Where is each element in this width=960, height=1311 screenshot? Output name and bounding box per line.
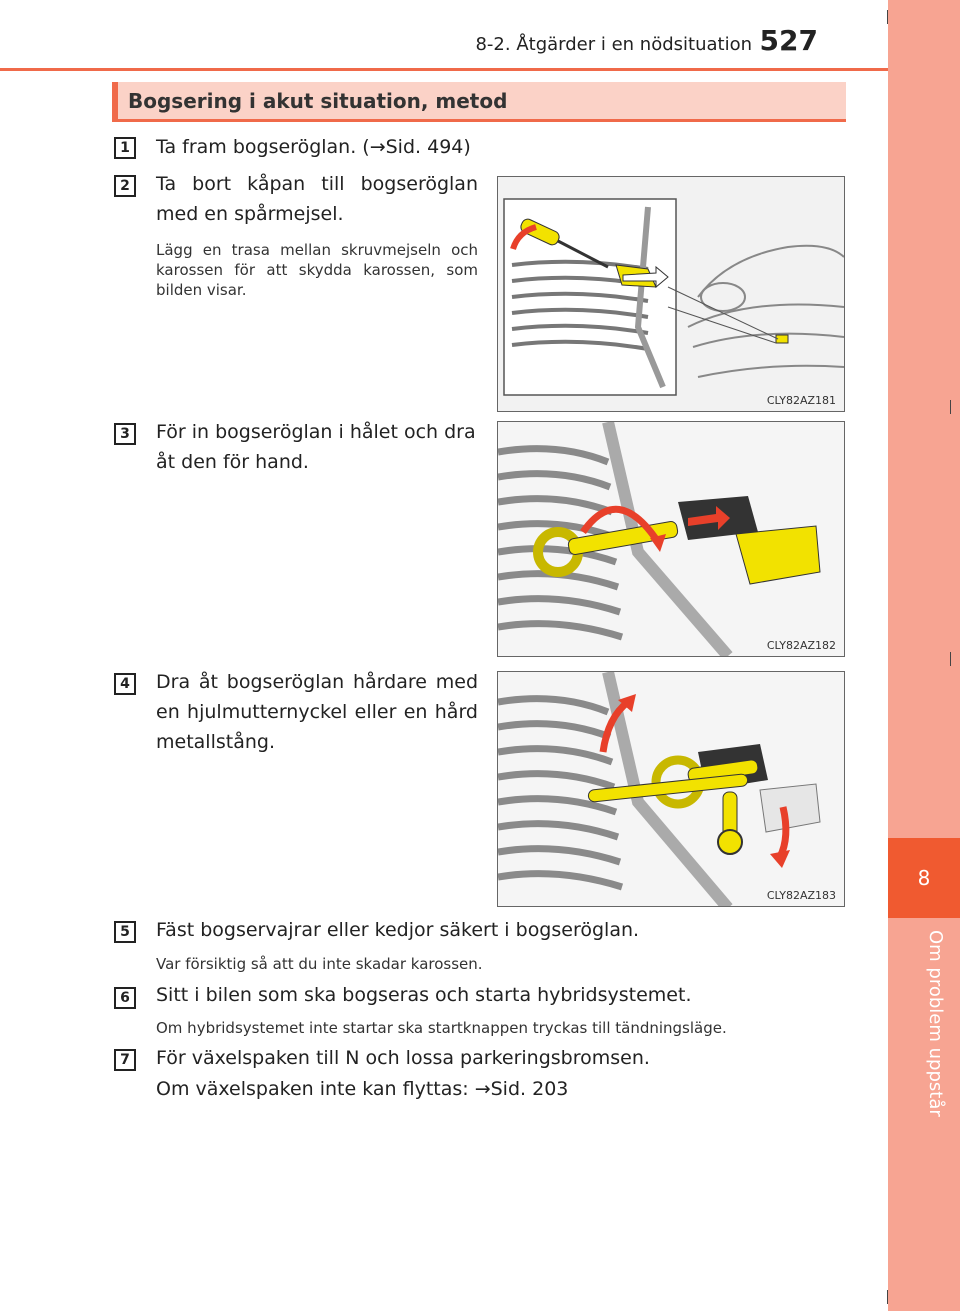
step-number: 7: [114, 1049, 136, 1071]
page-number: 527: [759, 24, 818, 57]
page-header: [0, 0, 888, 71]
step-note: Var försiktig så att du inte skadar karossen.: [156, 955, 483, 973]
crop-mark: [887, 10, 888, 24]
header-section-title: 8-2. Åtgärder i en nödsituation: [475, 34, 752, 55]
step-number: 5: [114, 921, 136, 943]
chapter-title: Om problem uppstår: [925, 930, 946, 1117]
step-number: 1: [114, 137, 136, 159]
step-text: Ta bort kåpan till bogseröglan med en spårmejsel.: [156, 173, 478, 225]
step-number: 4: [114, 673, 136, 695]
step-text: Om växelspaken inte kan flyttas: →Sid. 203: [156, 1078, 569, 1100]
step-text: För in bogseröglan i hålet och dra åt den för hand.: [156, 421, 476, 473]
figure-tighten-tow-hook: [497, 671, 845, 907]
chapter-number: 8: [888, 838, 960, 918]
crop-mark: [950, 652, 951, 666]
step-number: 3: [114, 423, 136, 445]
figure-code: CLY82AZ181: [766, 394, 836, 407]
step-text: För växelspaken till N och lossa parkeringsbromsen.: [156, 1047, 650, 1069]
figure-code: CLY82AZ183: [766, 889, 836, 902]
crop-mark: [950, 400, 951, 414]
figure-code: CLY82AZ182: [766, 639, 836, 652]
figure-illustration: [498, 672, 844, 907]
figure-insert-tow-hook: [497, 421, 845, 657]
figure-remove-cover: [497, 176, 845, 412]
step-note: Lägg en trasa mellan skruvmejseln och karossen för att skydda karossen, som bilden visar.: [156, 241, 478, 299]
step-number: 6: [114, 987, 136, 1009]
step-text: Sitt i bilen som ska bogseras och starta hybridsystemet.: [156, 984, 692, 1006]
step-text: Fäst bogservajrar eller kedjor säkert i bogseröglan.: [156, 919, 640, 941]
step-note: Om hybridsystemet inte startar ska startknappen tryckas till tändningsläge.: [156, 1019, 727, 1037]
figure-illustration: [498, 177, 844, 411]
step-number: 2: [114, 175, 136, 197]
step-text: Ta fram bogseröglan. (→Sid. 494): [156, 136, 471, 158]
step-text: Dra åt bogseröglan hårdare med en hjulmutternyckel eller en hård metallstång.: [156, 671, 478, 753]
figure-illustration: [498, 422, 844, 656]
crop-mark: [887, 1290, 888, 1304]
section-title: Bogsering i akut situation, metod: [112, 82, 846, 122]
